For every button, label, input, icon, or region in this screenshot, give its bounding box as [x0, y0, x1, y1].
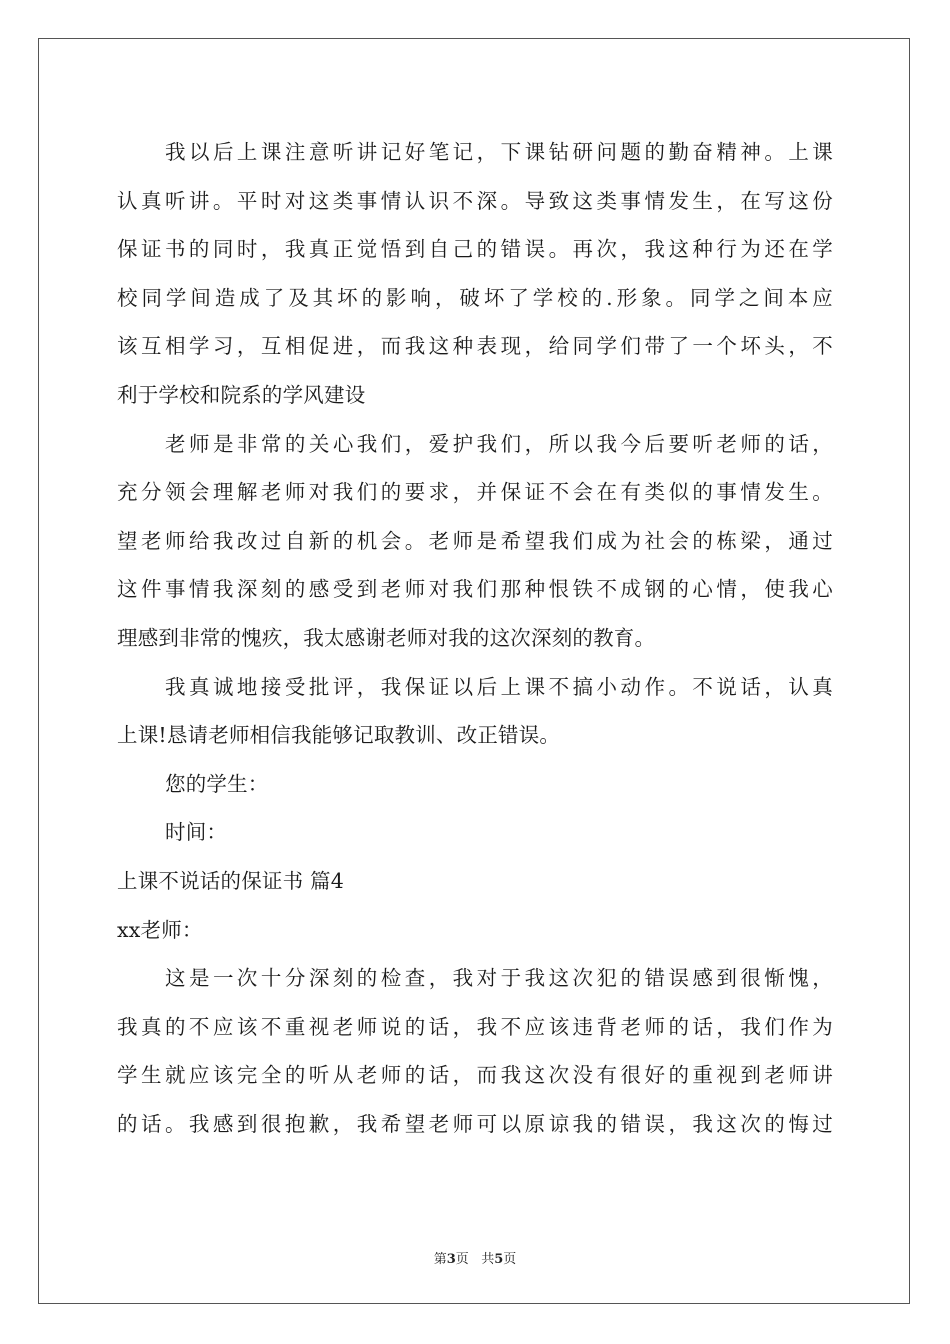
current-page-number: 3 [446, 1252, 456, 1267]
section-heading: 上课不说话的保证书 篇4 [117, 868, 344, 893]
paragraph-2-line-5: 理感到非常的愧疚，我太感谢老师对我的这次深刻的教育。 [117, 625, 656, 650]
paragraph-4-line-4: 的话。我感到很抱歉，我希望老师可以原谅我的错误，我这次的悔过 [117, 1111, 833, 1136]
page-footer [0, 1248, 950, 1267]
paragraph-1-line-5: 该互相学习，互相促进，而我这种表现，给同学们带了一个坏头，不 [117, 334, 833, 359]
footer-page-unit: 页 [455, 1252, 469, 1267]
paragraph-3-line-2: 上课!恳请老师相信我能够记取教训、改正错误。 [117, 723, 561, 748]
document-body [117, 128, 833, 1148]
time-label: 时间： [165, 820, 228, 845]
paragraph-2-line-3: 望老师给我改过自新的机会。老师是希望我们成为社会的栋梁，通过 [117, 528, 833, 553]
total-pages-number: 5 [494, 1252, 504, 1267]
paragraph-1-line-3: 保证书的同时，我真正觉悟到自己的错误。再次，我这种行为还在学 [117, 237, 833, 262]
paragraph-2-line-2: 充分领会理解老师对我们的要求，并保证不会在有类似的事情发生。 [117, 480, 833, 505]
signature-label: 您的学生： [165, 771, 269, 796]
paragraph-4-line-3: 学生就应该完全的听从老师的话，而我这次没有很好的重视到老师讲 [117, 1063, 833, 1088]
paragraph-2-line-1: 老师是非常的关心我们，爱护我们，所以我今后要听老师的话， [165, 431, 833, 456]
footer-prefix: 第 [433, 1252, 447, 1267]
paragraph-1-line-2: 认真听讲。平时对这类事情认识不深。导致这类事情发生，在写这份 [117, 188, 833, 213]
paragraph-1-line-4: 校同学间造成了及其坏的影响，破坏了学校的.形象。同学之间本应 [117, 285, 833, 310]
footer-total-prefix: 共 [481, 1252, 495, 1267]
salutation: xx老师： [117, 917, 203, 942]
paragraph-4-line-2: 我真的不应该不重视老师说的话，我不应该违背老师的话，我们作为 [117, 1014, 833, 1039]
paragraph-3-line-1: 我真诚地接受批评，我保证以后上课不搞小动作。不说话，认真 [165, 674, 833, 699]
paragraph-2-line-4: 这件事情我深刻的感受到老师对我们那种恨铁不成钢的心情，使我心 [117, 577, 833, 602]
footer-total-unit: 页 [503, 1252, 517, 1267]
paragraph-1-line-1: 我以后上课注意听讲记好笔记，下课钻研问题的勤奋精神。上课 [165, 140, 833, 164]
paragraph-4-line-1: 这是一次十分深刻的检查，我对于我这次犯的错误感到很惭愧， [165, 966, 833, 991]
paragraph-1-line-6: 利于学校和院系的学风建设 [117, 382, 366, 407]
